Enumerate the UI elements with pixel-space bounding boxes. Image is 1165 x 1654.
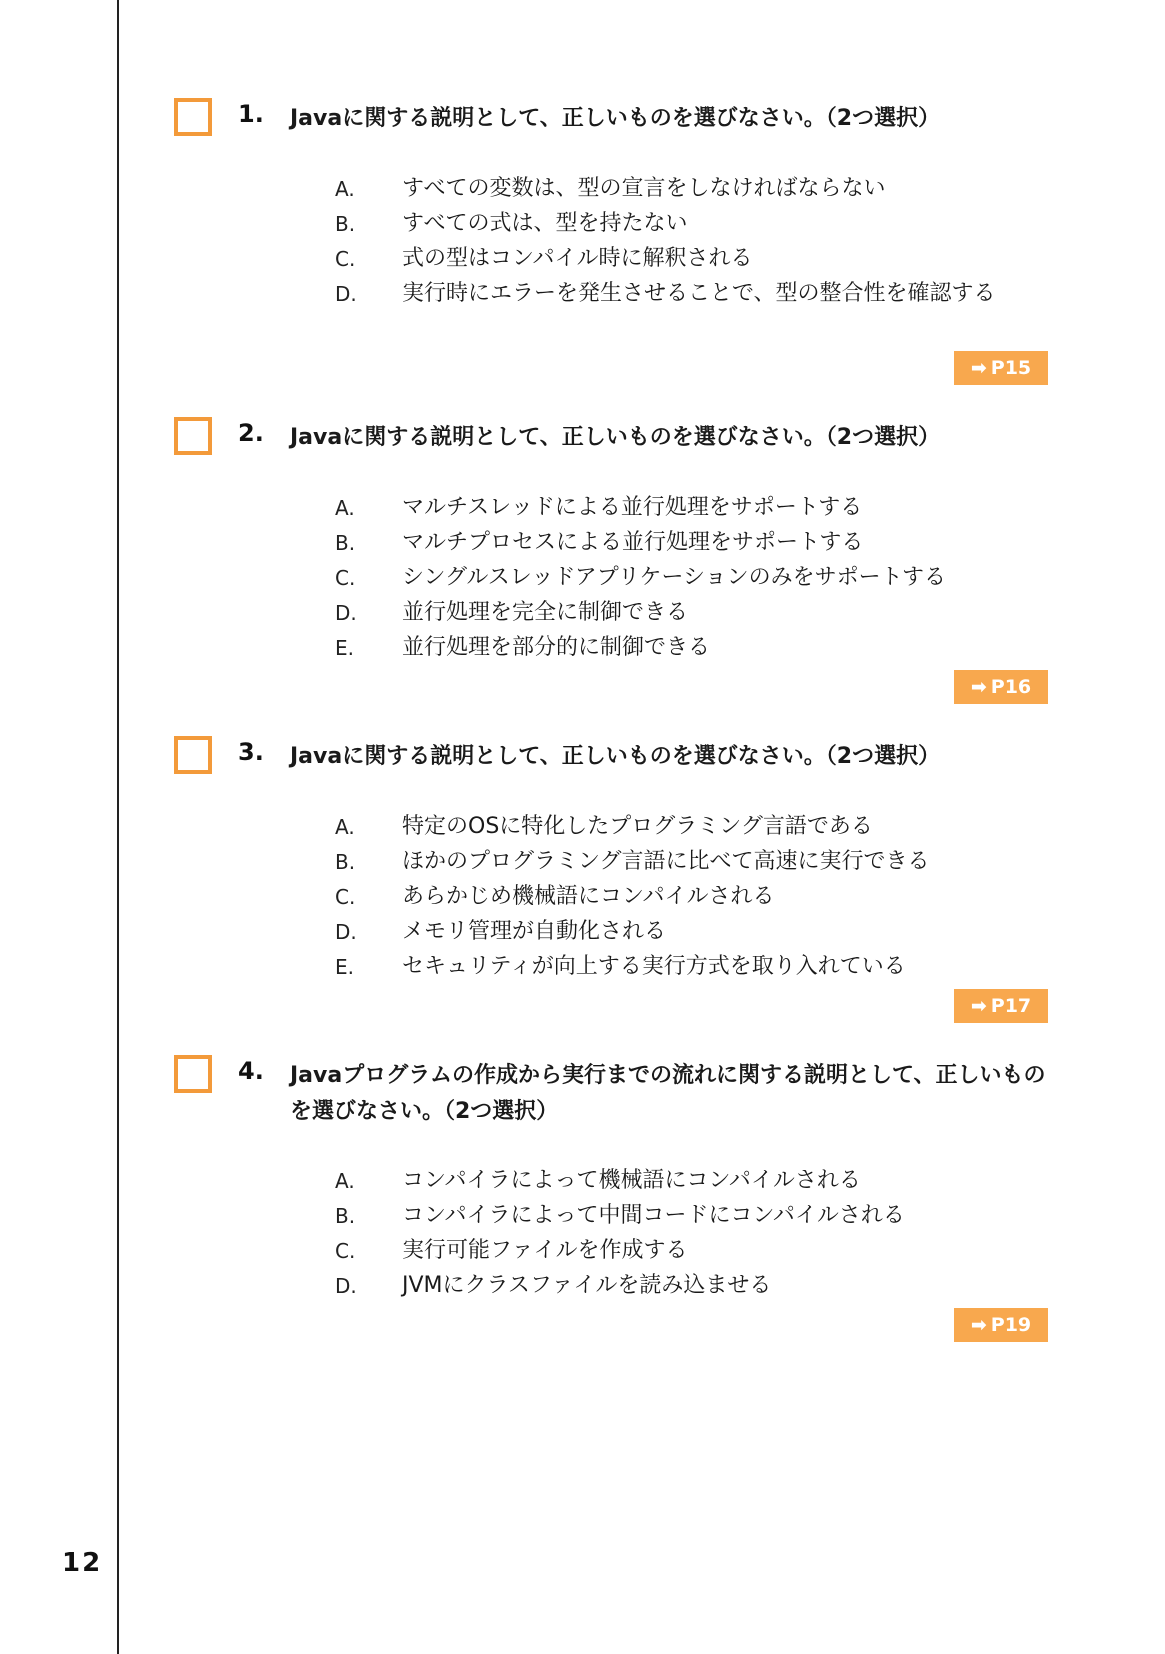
choice-item	[0, 1163, 1165, 1199]
right-arrow-icon: ➡	[970, 1314, 987, 1336]
page-ref-label: P15	[990, 357, 1032, 379]
choice-letter: D.	[335, 282, 357, 306]
choice-item	[0, 879, 1165, 915]
choice-item	[0, 630, 1165, 666]
choice-item	[0, 171, 1165, 207]
choice-letter: C.	[335, 247, 356, 271]
question-3-checkbox[interactable]	[174, 736, 212, 774]
right-arrow-icon: ➡	[970, 357, 987, 379]
page-ref-label: P17	[990, 995, 1032, 1017]
question-number: 3.	[238, 738, 264, 766]
choice-letter: D.	[335, 601, 357, 625]
choice-letter: B.	[335, 531, 356, 555]
choice-text: 並行処理を完全に制御できる	[402, 600, 689, 625]
choice-letter: C.	[335, 1239, 356, 1263]
question-text: Javaプログラムの作成から実行までの流れに関する説明として、正しいものを選びなさい。（2つ選択）	[290, 1063, 1046, 1124]
choice-text: メモリ管理が自動化される	[402, 919, 667, 944]
choice-letter: D.	[335, 920, 357, 944]
right-arrow-icon: ➡	[970, 676, 987, 698]
choice-letter: A.	[335, 1169, 355, 1193]
choice-text: 実行時にエラーを発生させることで、型の整合性を確認する	[402, 281, 996, 306]
choice-item	[0, 1198, 1165, 1234]
choice-item	[0, 241, 1165, 277]
choice-letter: B.	[335, 212, 356, 236]
choice-text: JVMにクラスファイルを読み込ませる	[402, 1273, 772, 1298]
choice-item	[0, 206, 1165, 242]
choice-text: コンパイラによって機械語にコンパイルされる	[402, 1168, 861, 1193]
choice-letter: A.	[335, 496, 355, 520]
choice-item	[0, 1233, 1165, 1269]
question-number: 4.	[238, 1057, 264, 1085]
choice-text: すべての式は、型を持たない	[402, 211, 688, 236]
choice-text: コンパイラによって中間コードにコンパイルされる	[402, 1203, 905, 1228]
page-ref-badge[interactable]	[954, 351, 1048, 385]
choice-letter: E.	[335, 636, 354, 660]
choice-text: ほかのプログラミング言語に比べて高速に実行できる	[402, 849, 930, 874]
page-ref-badge[interactable]	[954, 1308, 1048, 1342]
choice-text: マルチスレッドによる並行処理をサポートする	[402, 495, 863, 520]
choice-item	[0, 914, 1165, 950]
choice-text: すべての変数は、型の宣言をしなければならない	[402, 176, 886, 201]
choice-item	[0, 560, 1165, 596]
choice-text: セキュリティが向上する実行方式を取り入れている	[402, 954, 906, 979]
question-4-checkbox[interactable]	[174, 1055, 212, 1093]
question-text: Javaに関する説明として、正しいものを選びなさい。（2つ選択）	[290, 106, 941, 131]
question-text: Javaに関する説明として、正しいものを選びなさい。（2つ選択）	[290, 744, 941, 769]
choice-text: 実行可能ファイルを作成する	[402, 1238, 688, 1263]
choice-text: マルチプロセスによる並行処理をサポートする	[402, 530, 864, 555]
choice-letter: C.	[335, 885, 356, 909]
page-ref-label: P16	[990, 676, 1032, 698]
question-2-checkbox[interactable]	[174, 417, 212, 455]
choice-letter: A.	[335, 815, 355, 839]
choice-item	[0, 276, 1165, 312]
question-1-checkbox[interactable]	[174, 98, 212, 136]
choice-item	[0, 844, 1165, 880]
choice-text: あらかじめ機械語にコンパイルされる	[402, 884, 775, 909]
choice-letter: E.	[335, 955, 354, 979]
choice-item	[0, 490, 1165, 526]
choice-item	[0, 809, 1165, 845]
choice-text: シングルスレッドアプリケーションのみをサポートする	[402, 565, 946, 590]
right-arrow-icon: ➡	[970, 995, 987, 1017]
choice-text: 特定のOSに特化したプログラミング言語である	[402, 814, 873, 839]
choice-letter: B.	[335, 850, 356, 874]
choice-letter: B.	[335, 1204, 356, 1228]
choice-letter: D.	[335, 1274, 357, 1298]
page-number: 12	[62, 1548, 103, 1578]
choice-item	[0, 525, 1165, 561]
page-ref-badge[interactable]	[954, 989, 1048, 1023]
page-ref-label: P19	[990, 1314, 1032, 1336]
choice-letter: C.	[335, 566, 356, 590]
choice-item	[0, 1268, 1165, 1304]
page-ref-badge[interactable]	[954, 670, 1048, 704]
choice-text: 並行処理を部分的に制御できる	[402, 635, 711, 660]
question-number: 1.	[238, 100, 264, 128]
choice-letter: A.	[335, 177, 355, 201]
choice-item	[0, 595, 1165, 631]
choice-text: 式の型はコンパイル時に解釈される	[402, 246, 753, 271]
question-number: 2.	[238, 419, 264, 447]
question-text: Javaに関する説明として、正しいものを選びなさい。（2つ選択）	[290, 425, 941, 450]
choice-item	[0, 949, 1165, 985]
